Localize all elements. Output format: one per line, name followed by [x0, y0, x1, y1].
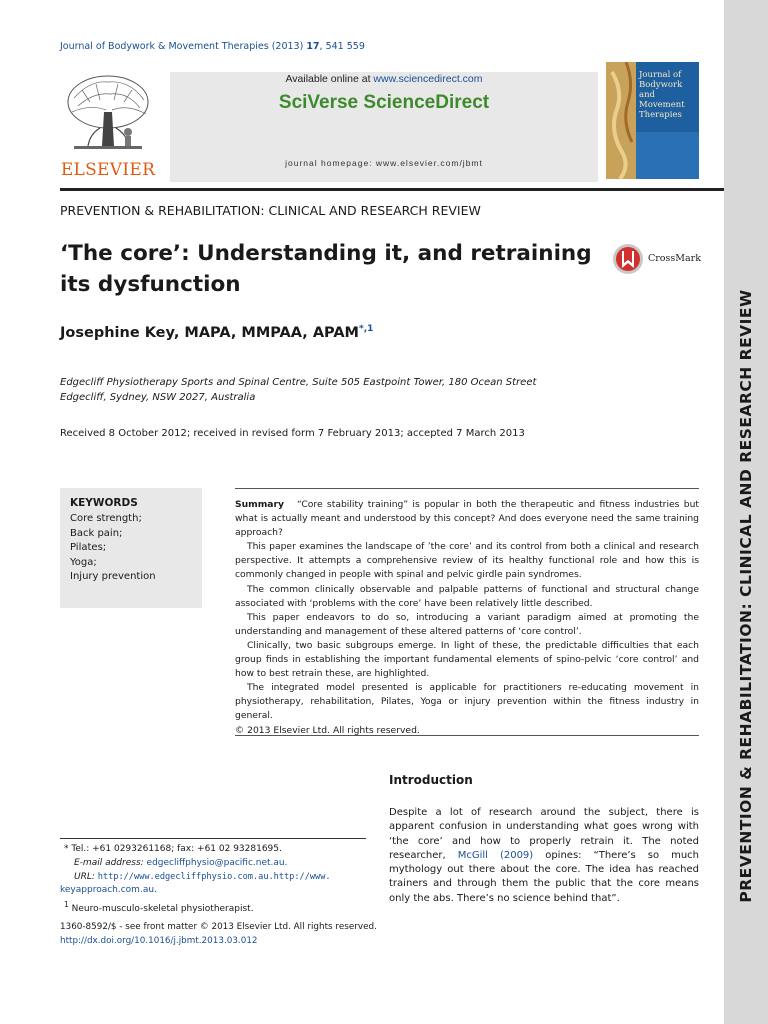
summary-abstract: Summary “Core stability training” is popular in both the therapeutic and fitness industries but what is actually meant and understood by this concept? And does everyone need the same training approach? This paper examines the landscape of ’the core’ and its control from both a clinical and research perspective. It attempts a comprehensive review of its healthy functional role and how this is commonly changed in people with spinal and pelvic girdle pain syndromes. The common clinically observable and palpable patterns of functional and structural change associated with ‘problems with the core’ have been relatively little described. This paper endeavors to do so, introducing a variant paradigm aimed at promoting the understanding and management of these altered patterns of ‘core control’. Clinically, two basic subgroups emerge. In light of these, the predictable difficulties that each group finds in establishing the important fundamental elements of spino-pelvic ‘core control’ and how to best retrain these, are highlighted. The integrated model presented is applicable for practitioners re-educating movement in physiotherapy, rehabilitation, Pilates, Yoga or injury prevention within the fitness industry in general. © 2013 Elsevier Ltd. All rights reserved.: [235, 498, 699, 738]
footnote-url: URL: http://www.edgecliffphysio.com.au.http://www.: [74, 871, 331, 882]
keywords-heading: KEYWORDS: [70, 497, 138, 509]
footnotes: [60, 843, 366, 917]
introduction-text: Despite a lot of research around the subject, there is apparent confusion in understanding what goes wrong with ‘the core’ and how to properly retrain it. The noted researcher, McGill (2009) opines: “There’s so much mythology out there about the core. The idea has reached trainers and through them the public that the core means only the abs. There’s no science behind that”.: [389, 807, 700, 904]
crossmark-icon: [612, 241, 646, 277]
elsevier-logo[interactable]: [60, 72, 156, 180]
mcgill-citation-link[interactable]: McGill (2009): [457, 849, 534, 861]
elsevier-tree-icon: [60, 72, 156, 158]
summary-paragraph: The integrated model presented is applicable for practitioners re-educating movement in physiotherapy, rehabilitation, Pilates, Yoga or injury prevention within the fitness industry in general.: [235, 682, 699, 722]
header-rule: [60, 188, 724, 191]
summary-paragraph: This paper examines the landscape of ’the core’ and its control from both a clinical and research perspective. It attempts a comprehensive review of its healthy functional role and how this is commonly changed in people with spinal and pelvic girdle pain syndromes.: [235, 541, 699, 581]
keyword-item: Pilates;: [70, 542, 107, 553]
side-section-label: PREVENTION & REHABILITATION: CLINICAL AND RESEARCH REVIEW: [737, 289, 755, 903]
summary-paragraph: This paper endeavors to do so, introducing a variant paradigm aimed at promoting the understanding and management of these altered patterns of ‘core control’.: [235, 611, 699, 637]
issn-line: 1360-8592/$ - see front matter © 2013 Elsevier Ltd. All rights reserved.: [60, 922, 377, 932]
doi-link[interactable]: http://dx.doi.org/10.1016/j.jbmt.2013.03.012: [60, 935, 258, 946]
email-link[interactable]: edgecliffphysio@pacific.net.au.: [146, 857, 288, 868]
copyright: © 2013 Elsevier Ltd. All rights reserved.: [235, 724, 420, 736]
journal-citation[interactable]: Journal of Bodywork & Movement Therapies (2013) 17, 541 559: [60, 41, 365, 52]
author-footnote-marks[interactable]: *,1: [359, 324, 374, 334]
article-title: ‘The core’: Understanding it, and retraining its dysfunction: [60, 241, 592, 297]
footnote-email: E-mail address: edgecliffphysio@pacific.net.au.: [74, 857, 288, 868]
section-heading: PREVENTION & REHABILITATION: CLINICAL AND RESEARCH REVIEW: [60, 203, 481, 218]
crossmark-badge[interactable]: [612, 241, 732, 277]
keyword-item: Core strength;: [70, 513, 142, 524]
front-matter: [60, 921, 377, 948]
journal-cover[interactable]: [606, 62, 699, 179]
introduction-heading: Introduction: [389, 773, 473, 787]
summary-label: Summary: [235, 499, 285, 510]
publisher-name: ELSEVIER: [60, 160, 156, 180]
keywords-list: [70, 512, 156, 585]
footnote-1: $^1$ Neuro-musculo-skeletal physiotherapist.: [64, 900, 254, 915]
sciverse-logo-text[interactable]: SciVerse ScienceDirect: [278, 92, 490, 113]
url-link[interactable]: http://www.edgecliffphysio.com.au.http://www.: [97, 871, 331, 882]
sciencedirect-link[interactable]: www.sciencedirect.com: [373, 73, 483, 85]
keyword-item: Injury prevention: [70, 571, 156, 582]
journal-homepage[interactable]: journal homepage: www.elsevier.com/jbmt: [285, 158, 483, 168]
footnote-rule: [60, 838, 366, 839]
keywords-box: [60, 488, 202, 608]
keyapproach-link[interactable]: keyapproach.com.au.: [60, 885, 157, 896]
keyword-item: Back pain;: [70, 527, 123, 539]
footnote-tel: * Tel.: +61 0293261168; fax: +61 02 93281695.: [64, 844, 282, 854]
summary-rule-top: [235, 488, 699, 489]
affiliation: Edgecliff Physiotherapy Sports and Spinal Centre, Suite 505 Eastpoint Tower, 180 Ocean Street Edgecliff, Sydney, NSW 2027, Australia: [60, 377, 537, 403]
cover-title: Journal of Bodywork and Movement Therapies: [639, 70, 685, 120]
summary-paragraph: The common clinically observable and palpable patterns of functional and structural change associated with ‘problems with the core’ have been relatively little described.: [235, 583, 699, 609]
summary-rule-bottom: [235, 735, 699, 736]
keyword-item: Yoga;: [70, 556, 97, 568]
available-online: Available online at www.sciencedirect.com: [285, 73, 483, 85]
summary-paragraph: Clinically, two basic subgroups emerge. In light of these, the predictable difficulties that each group finds in establishing the important fundamental elements of spino-pelvic ‘core control’ and how to best retrain these, are highlighted.: [235, 639, 699, 680]
received-dates: Received 8 October 2012; received in revised form 7 February 2013; accepted 7 March 2013: [60, 428, 525, 439]
crossmark-label: CrossMark: [648, 253, 701, 264]
author-line: Josephine Key, MAPA, MMPAA, $APAM^{*,1}$: [60, 324, 374, 341]
